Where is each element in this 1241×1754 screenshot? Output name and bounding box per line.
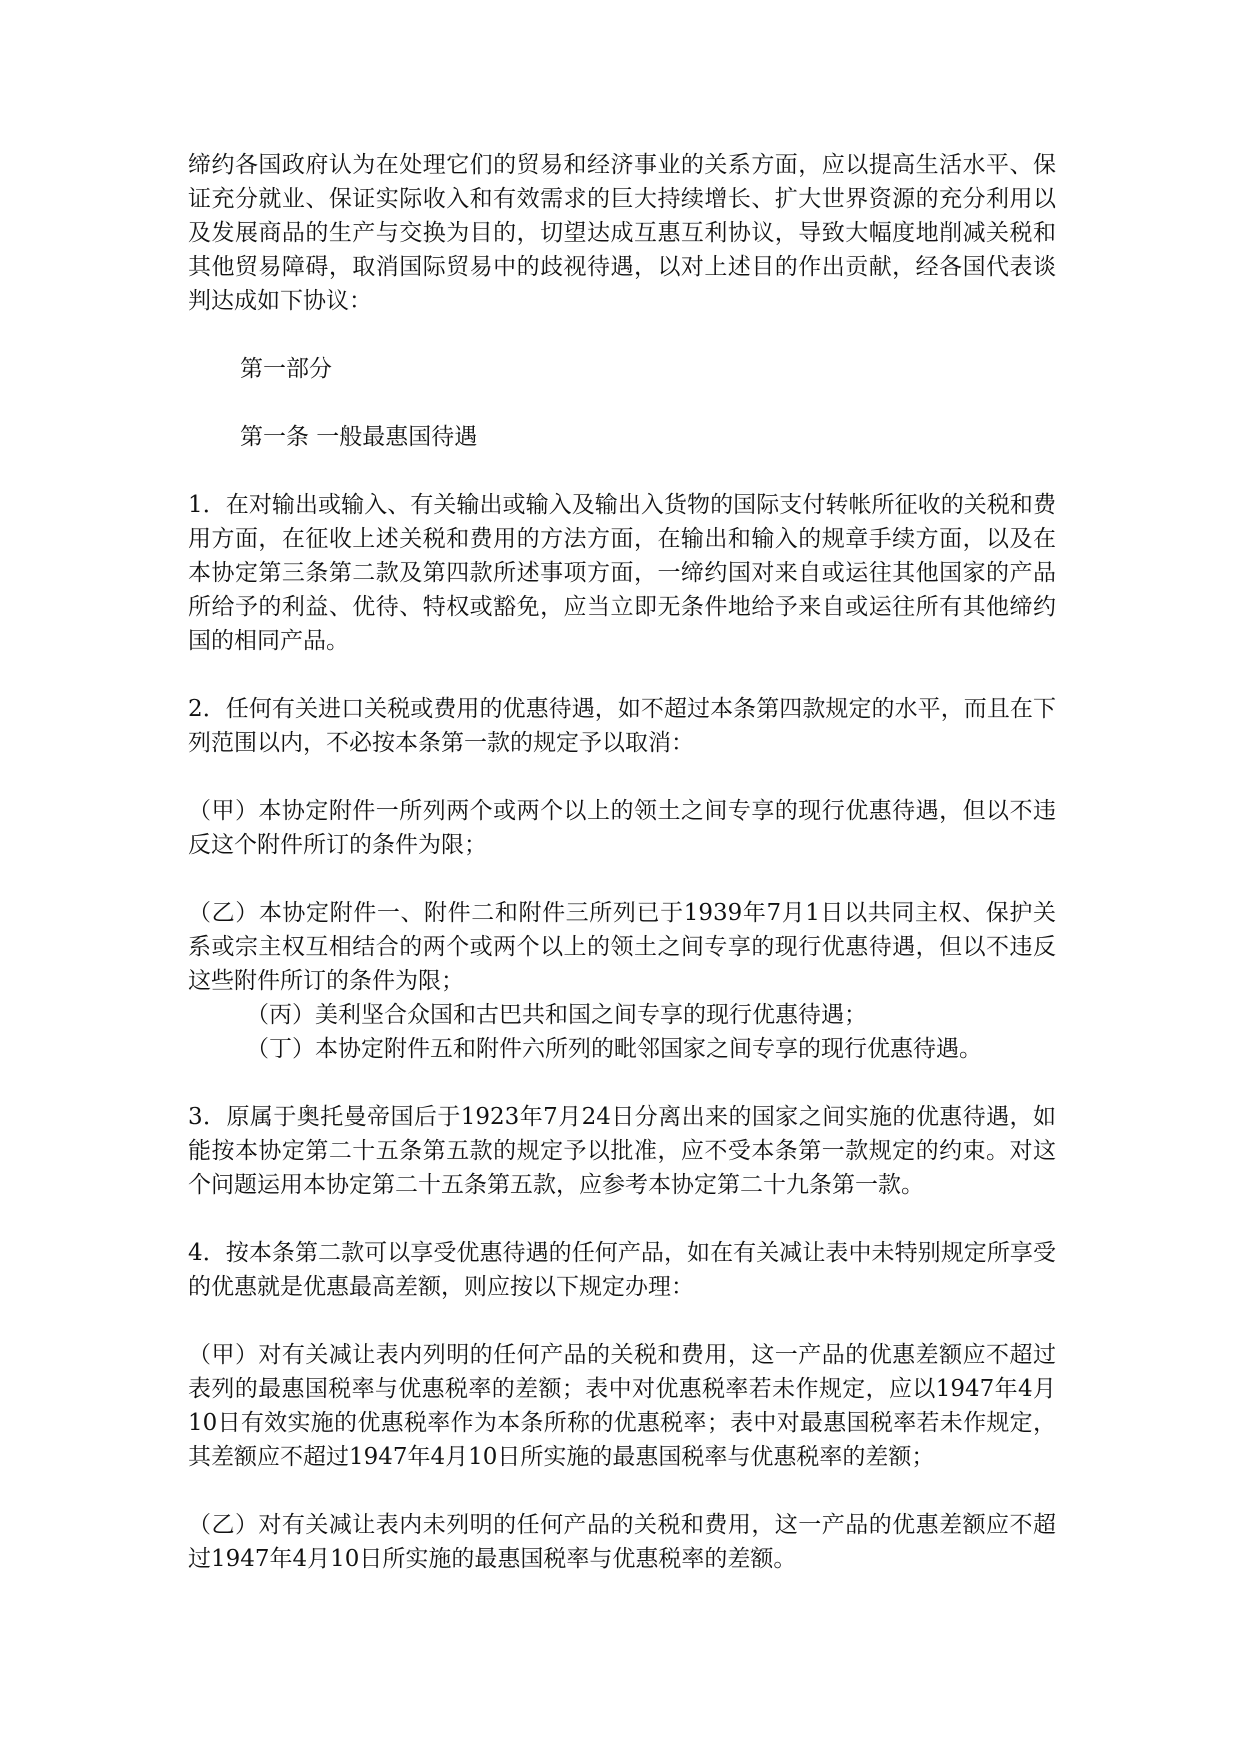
paragraph-2-item-c: （丙）美利坚合众国和古巴共和国之间专享的现行优惠待遇； bbox=[246, 1002, 867, 1028]
article-heading: 第一条 一般最惠国待遇 bbox=[240, 424, 478, 450]
paragraph-3: 3．原属于奥托曼帝国后于1923年7月24日分离出来的国家之间实施的优惠待遇，如能按本协定第二十五条第五款的规定予以批准，应不受本条第一款规定的约束。对这个问题运用本协定第二十五条第五款，应参考本协定第二十九条第一款。 bbox=[188, 1104, 1056, 1198]
paragraph-4: 4．按本条第二款可以享受优惠待遇的任何产品，如在有关减让表中未特别规定所享受的优惠就是优惠最高差额，则应按以下规定办理： bbox=[188, 1240, 1056, 1300]
paragraph-2: 2．任何有关进口关税或费用的优惠待遇，如不超过本条第四款规定的水平，而且在下列范围以内，不必按本条第一款的规定予以取消： bbox=[188, 696, 1056, 756]
paragraph-2-item-d: （丁）本协定附件五和附件六所列的毗邻国家之间专享的现行优惠待遇。 bbox=[246, 1036, 982, 1062]
paragraph-4-item-a: （甲）对有关减让表内列明的任何产品的关税和费用，这一产品的优惠差额应不超过表列的最惠国税率与优惠税率的差额；表中对优惠税率若未作规定，应以1947年4月10日有效实施的优惠税率作为本条所称的优惠税率；表中对最惠国税率若未作规定，其差额应不超过1947年4月10日所实施的最惠国税率与优惠税率的差额； bbox=[188, 1342, 1056, 1470]
paragraph-1: 1．在对输出或输入、有关输出或输入及输出入货物的国际支付转帐所征收的关税和费用方面，在征收上述关税和费用的方法方面，在输出和输入的规章手续方面，以及在本协定第三条第二款及第四款所述事项方面，一缔约国对来自或运往其他国家的产品所给予的利益、优待、特权或豁免，应当立即无条件地给予来自或运往所有其他缔约国的相同产品。 bbox=[188, 492, 1056, 654]
paragraph-4-item-b: （乙）对有关减让表内未列明的任何产品的关税和费用，这一产品的优惠差额应不超过1947年4月10日所实施的最惠国税率与优惠税率的差额。 bbox=[188, 1512, 1056, 1572]
paragraph-2-item-a: （甲）本协定附件一所列两个或两个以上的领土之间专享的现行优惠待遇，但以不违反这个附件所订的条件为限； bbox=[188, 798, 1056, 858]
preamble-paragraph: 缔约各国政府认为在处理它们的贸易和经济事业的关系方面，应以提高生活水平、保证充分就业、保证实际收入和有效需求的巨大持续增长、扩大世界资源的充分利用以及发展商品的生产与交换为目的，切望达成互惠互利协议，导致大幅度地削减关税和其他贸易障碍，取消国际贸易中的歧视待遇，以对上述目的作出贡献，经各国代表谈判达成如下协议： bbox=[188, 152, 1056, 314]
part-heading: 第一部分 bbox=[240, 356, 332, 382]
paragraph-2-item-b: （乙）本协定附件一、附件二和附件三所列已于1939年7月1日以共同主权、保护关系或宗主权互相结合的两个或两个以上的领土之间专享的现行优惠待遇，但以不违反这些附件所订的条件为限； bbox=[188, 900, 1056, 994]
document-body bbox=[188, 148, 1056, 1610]
